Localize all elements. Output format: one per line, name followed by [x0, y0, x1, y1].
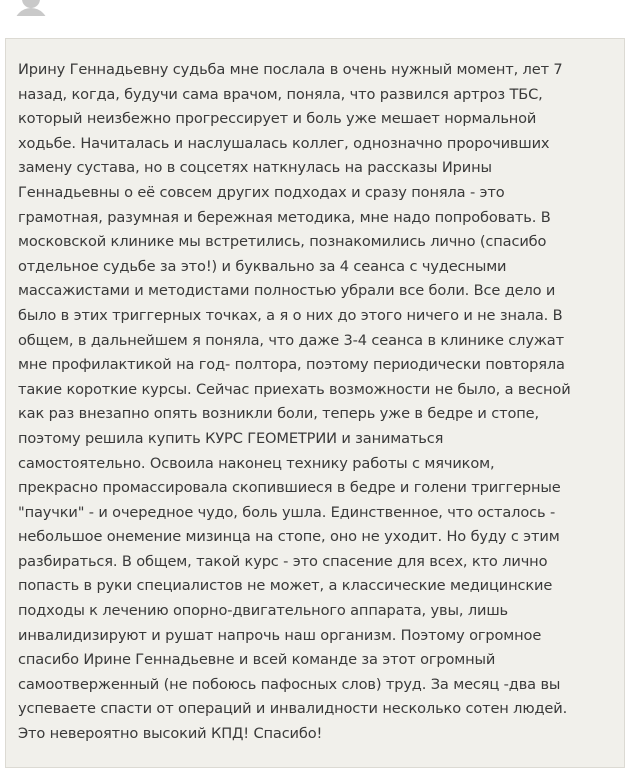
review-text-line: успеваете спасти от операций и инвалидности несколько сотен людей. [18, 700, 568, 718]
review-text-line: самостоятельно. Освоила наконец технику работы с мячиком, [18, 454, 495, 472]
review-text-line: общем, в дальнейшем я поняла, что даже 3-4 сеанса в клинике служат [18, 331, 564, 349]
avatar-shoulders-shape [14, 8, 48, 16]
review-text-line: который неизбежно прогрессирует и боль уже мешает нормальной [18, 110, 537, 128]
review-text-line: небольшое онемение мизинца на стопе, оно не уходит. Но буду с этим [18, 528, 560, 546]
review-text-line: такие короткие курсы. Сейчас приехать возможности не было, а весной [18, 380, 571, 398]
review-text-line: назад, когда, будучи сама врачом, поняла, что развился артроз ТБС, [18, 85, 543, 103]
avatar-head-shape [22, 0, 40, 8]
review-text-line: массажистами и методистами полностью убрали все боли. Все дело и [18, 282, 556, 300]
review-text-line: "паучки" - и очередное чудо, боль ушла. Единственное, что осталось - [18, 503, 556, 521]
review-text-line: самоотверженный (не побоюсь пафосных слов) труд. За месяц -два вы [18, 675, 561, 693]
review-text-line: инвалидизируют и рушат напрочь наш организм. Поэтому огромное [18, 626, 542, 644]
review-text-line: было в этих триггерных точках, а я о них до этого ничего и не знала. В [18, 306, 563, 324]
review-text-line: ходьбе. Начиталась и наслушалась коллег, однозначно пророчивших [18, 134, 550, 152]
review-text-line: как раз внезапно опять возникли боли, теперь уже в бедре и стопе, [18, 405, 539, 423]
review-text-line: отдельное судьбе за это!) и буквально за 4 сеанса с чудесными [18, 257, 507, 275]
review-text-line: прекрасно промассировала скопившиеся в бедре и голени триггерные [18, 479, 561, 497]
user-avatar-icon [14, 0, 48, 16]
review-text-line: Геннадьевны о её совсем других подходах и сразу поняла - это [18, 183, 505, 201]
review-text-line: спасибо Ирине Геннадьевне и всей команде за этот огромный [18, 651, 496, 669]
review-text-line: грамотная, разумная и бережная методика, мне надо попробовать. В [18, 208, 551, 226]
review-text-line: мне профилактикой на год- полтора, поэтому периодически повторяла [18, 356, 565, 374]
review-text-line: Это невероятно высокий КПД! Спасибо! [18, 725, 323, 743]
review-text-line: замену сустава, но в соцсетях наткнулась на рассказы Ирины [18, 159, 492, 177]
review-text-line: московской клинике мы встретились, познакомились лично (спасибо [18, 233, 547, 251]
review-text-line: попасть в руки специалистов не может, а классические медицинские [18, 577, 553, 595]
review-text-line: поэтому решила купить КУРС ГЕОМЕТРИИ и заниматься [18, 429, 444, 447]
review-text-line: подходы к лечению опорно-двигательного аппарата, увы, лишь [18, 602, 508, 620]
review-text-line: разбираться. В общем, такой курс - это спасение для всех, кто лично [18, 552, 548, 570]
review-text-line: Ирину Геннадьевну судьба мне послала в очень нужный момент, лет 7 [18, 61, 563, 78]
review-text [18, 58, 618, 747]
